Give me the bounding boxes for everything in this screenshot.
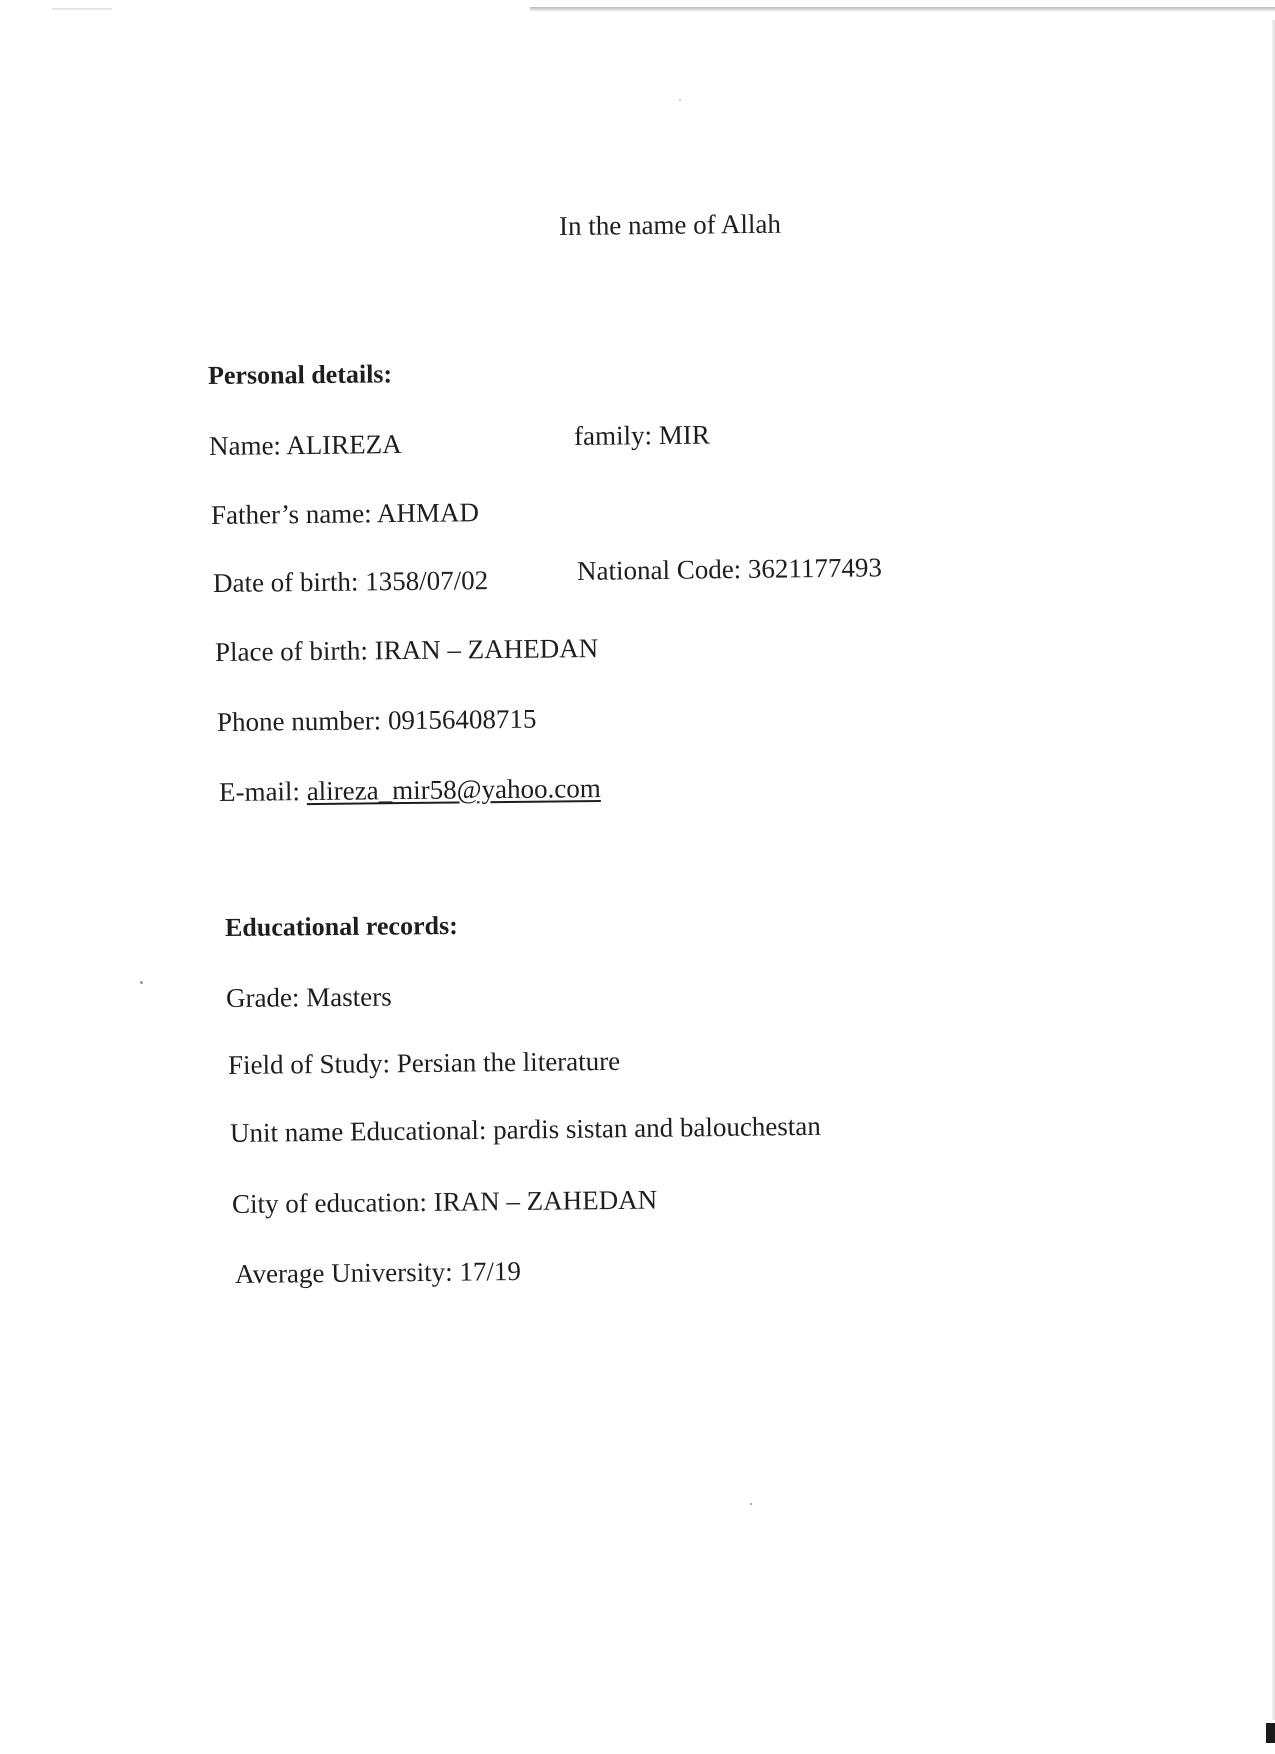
scan-edge-top <box>530 7 1275 11</box>
name-field: Name: ALIREZA <box>208 428 402 461</box>
place-of-birth-field: Place of birth: IRAN – ZAHEDAN <box>214 632 599 667</box>
average-university-field: Average University: 17/19 <box>234 1256 522 1289</box>
educational-unit-field: Unit name Educational: pardis sistan and balouchestan <box>229 1110 821 1148</box>
personal-details-heading: Personal details: <box>207 359 393 390</box>
document-title: In the name of Allah <box>558 208 782 241</box>
city-of-education-field: City of education: IRAN – ZAHEDAN <box>231 1184 658 1219</box>
email-label: E-mail: <box>218 776 307 807</box>
grade-field: Grade: Masters <box>225 981 392 1013</box>
scan-speck <box>140 981 143 984</box>
family-field: family: MIR <box>573 419 710 451</box>
email-link[interactable]: alireza_mir58@yahoo.com <box>306 773 601 807</box>
field-of-study-field: Field of Study: Persian the literature <box>227 1045 621 1080</box>
father-name-field: Father’s name: AHMAD <box>210 497 480 530</box>
email-line <box>219 773 601 807</box>
phone-number-field: Phone number: 09156408715 <box>216 703 537 737</box>
national-code-field: National Code: 3621177493 <box>576 552 883 586</box>
scan-edge-top-left <box>52 8 112 10</box>
scan-corner-mark <box>1266 1723 1275 1743</box>
date-of-birth-field: Date of birth: 1358/07/02 <box>212 565 489 598</box>
scan-speck <box>679 99 681 101</box>
scan-speck <box>750 1503 752 1505</box>
educational-records-heading: Educational records: <box>224 910 458 942</box>
